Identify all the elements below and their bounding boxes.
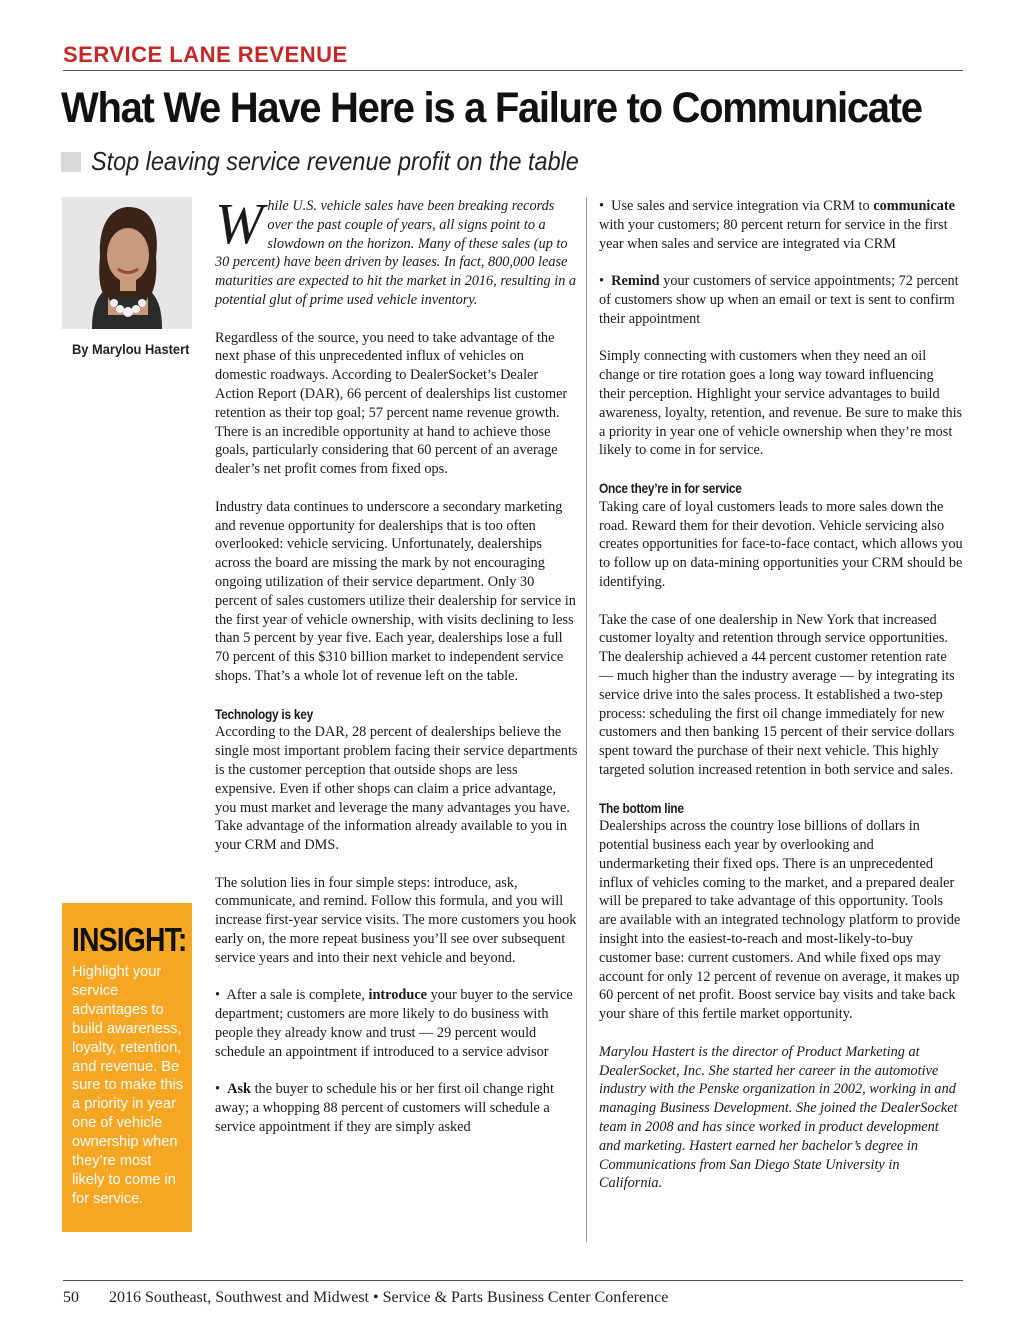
bottom-rule (63, 1280, 963, 1281)
page-number: 50 (63, 1289, 79, 1306)
paragraph: According to the DAR, 28 percent of dealerships believe the single most important problem facing their service departments is the customer perception that outside shops are less expensive. Even if other shops can claim a price advantage, you must market and leverage the many advantages you have. Take advantage of the information already available to you in your CRM and DMS. (215, 724, 578, 854)
section-tag: SERVICE LANE REVENUE (63, 42, 348, 67)
article-column-1 (215, 191, 579, 1156)
insight-body: Highlight your service advantages to build awareness, loyalty, retention, and revenue. Be sure to make this a priority in year one of vehicle ownership when they’re most likely to come in for service. (72, 964, 184, 1207)
article-column-2 (599, 197, 963, 1212)
bullet-keyword: introduce (368, 987, 428, 1004)
top-rule (63, 70, 963, 71)
bullet-item: • Ask the buyer to schedule his or her first oil change right away; a whopping 88 percent of customers will schedule a service appointment if they are simply asked (215, 1081, 554, 1136)
bullet-text: your customers of service appointments; 72 percent of customers show up when an email or text is sent to confirm their appointment (599, 273, 959, 327)
section-heading: Technology is key (215, 705, 313, 722)
bullet-keyword: Ask (227, 1081, 251, 1098)
bullet-item: • After a sale is complete, introduce your buyer to the service department; customers are more likely to do business with people they already know and trust — 29 percent would schedule an appointment if introduced to a service advisor (215, 987, 573, 1060)
headline: What We Have Here is a Failure to Communicate (61, 84, 922, 132)
bullet-text: Use sales and service integration via CRM to (611, 198, 874, 214)
bullet-text: the buyer to schedule his or her first oil change right away; a whopping 88 percent of customers will schedule a service appointment if they are simply asked (215, 1081, 554, 1136)
section-heading: The bottom line (599, 799, 684, 816)
column-divider (586, 197, 587, 1242)
bullet-item: • Remind your customers of service appointments; 72 percent of customers show up when an email or text is sent to confirm their appointment (599, 273, 959, 327)
page-footer (63, 1289, 668, 1307)
lead-paragraph (215, 191, 579, 310)
paragraph: The solution lies in four simple steps: introduce, ask, communicate, and remind. Follow this formula, and you will increase first-year service visits. The more customers you hook early on, the more repeat business you’ll see over subsequent service years and into their next vehicle and beyond. (215, 874, 577, 966)
paragraph: Regardless of the source, you need to take advantage of the next phase of this unprecedented influx of vehicles on domestic roadways. According to DealerSocket’s Dealer Action Report (DAR), 66 percent of dealerships list customer retention as their top goal; 57 percent name revenue growth. There is an incredible opportunity at hand to achieve those goals, particularly considering that 60 percent of an average dealer’s net profit comes from fixed ops. (215, 329, 568, 478)
insight-title: INSIGHT: (72, 921, 187, 958)
byline: By Marylou Hastert (72, 341, 190, 357)
paragraph: Industry data continues to underscore a secondary marketing and revenue opportunity for dealerships that is too often overlooked: vehicle servicing. Unfortunately, dealerships across the board are missing the mark by not encouraging ongoing utilization of their service department. Only 30 percent of sales customers utilize their dealership for service in the first year of vehicle ownership, with visits declining to less than 5 percent by year five. Each year, dealerships lose a full 70 percent of this $310 billion market to independent service shops. That’s a whole lot of revenue left on the table. (215, 498, 576, 684)
bullet-text: your buyer to the service department; customers are more likely to do business with people they already know and trust — 29 percent would schedule an appointment if introduced to a service advisor (215, 987, 573, 1060)
section-heading: Once they’re in for service (599, 479, 742, 496)
bullet-keyword: communicate (873, 198, 956, 214)
lead-text: hile U.S. vehicle sales have been breaking records over the past couple of years, all signs point to a slowdown on the horizon. Many of these sales (up to 30 percent) have been driven by leases. In fact, 800,000 lease maturities are expected to hit the market in 2016, resulting in a potential glut of prime used vehicle inventory. (215, 198, 577, 308)
author-photo (62, 197, 192, 329)
author-bio: Marylou Hastert is the director of Product Marketing at DealerSocket, Inc. She started her career in the automotive industry with the Penske organization in 2002, working in and managing Business Development. She joined the DealerSocket team in 2008 and has since worked in product development and marketing. Hastert earned her bachelor’s degree in Communications from San Diego State University in California. (599, 1043, 958, 1192)
bullet-text: After a sale is complete, (226, 987, 369, 1004)
paragraph: Taking care of loyal customers leads to more sales down the road. Reward them for their devotion. Vehicle servicing also creates opportunities for face-to-face contact, which allows you to follow up on data-mining opportunities your CRM should be identifying. (599, 498, 963, 590)
bullet-keyword: Remind (611, 273, 660, 290)
paragraph: Simply connecting with customers when they need an oil change or tire rotation goes a long way toward influencing their perception. Highlight your service advantages to build awareness, loyalty, retention, and revenue. Be sure to make this a priority in year one of vehicle ownership when they’re most likely to come in for service. (599, 348, 963, 459)
subhead-text: Stop leaving service revenue profit on the table (91, 146, 579, 176)
insight-callout (62, 903, 192, 1232)
paragraph: Take the case of one dealership in New York that increased customer loyalty and retention through service opportunities. The dealership achieved a 44 percent customer retention rate — much higher than the industry average — by integrating its service drive into the sales process. It established a two-step process: scheduling the first oil change immediately for new customers and then banking 15 percent of their service dollars spent toward the purchase of their next vehicle. This highly targeted solution increased retention in both service and sales. (599, 611, 955, 778)
subhead (61, 146, 633, 177)
subhead-square-icon (61, 152, 81, 172)
footer-text: 2016 Southeast, Southwest and Midwest • Service & Parts Business Center Conference (109, 1289, 669, 1306)
bullet-text: with your customers; 80 percent return for service in the first year when sales and service are integrated via CRM (599, 216, 948, 252)
paragraph: Dealerships across the country lose billions of dollars in potential business each year by overlooking and undermarketing their fixed ops. There is an unprecedented influx of vehicles coming to the market, and a prepared dealer will be prepared to take advantage of this opportunity. Tools are available with an integrated technology platform to provide insight into the easiest-to-reach and most-likely-to-buy customer base: current customers. And while fixed ops may account for only 12 percent of revenue on average, it makes up 60 percent of net profit. Boost service bay visits and take back your share of this fertile market opportunity. (599, 818, 961, 1023)
drop-cap: W (215, 191, 264, 256)
bullet-item: • Use sales and service integration via CRM to communicate with your customers; 80 percent return for service in the first year when sales and service are integrated via CRM (599, 198, 956, 252)
author-portrait-icon (62, 197, 192, 329)
